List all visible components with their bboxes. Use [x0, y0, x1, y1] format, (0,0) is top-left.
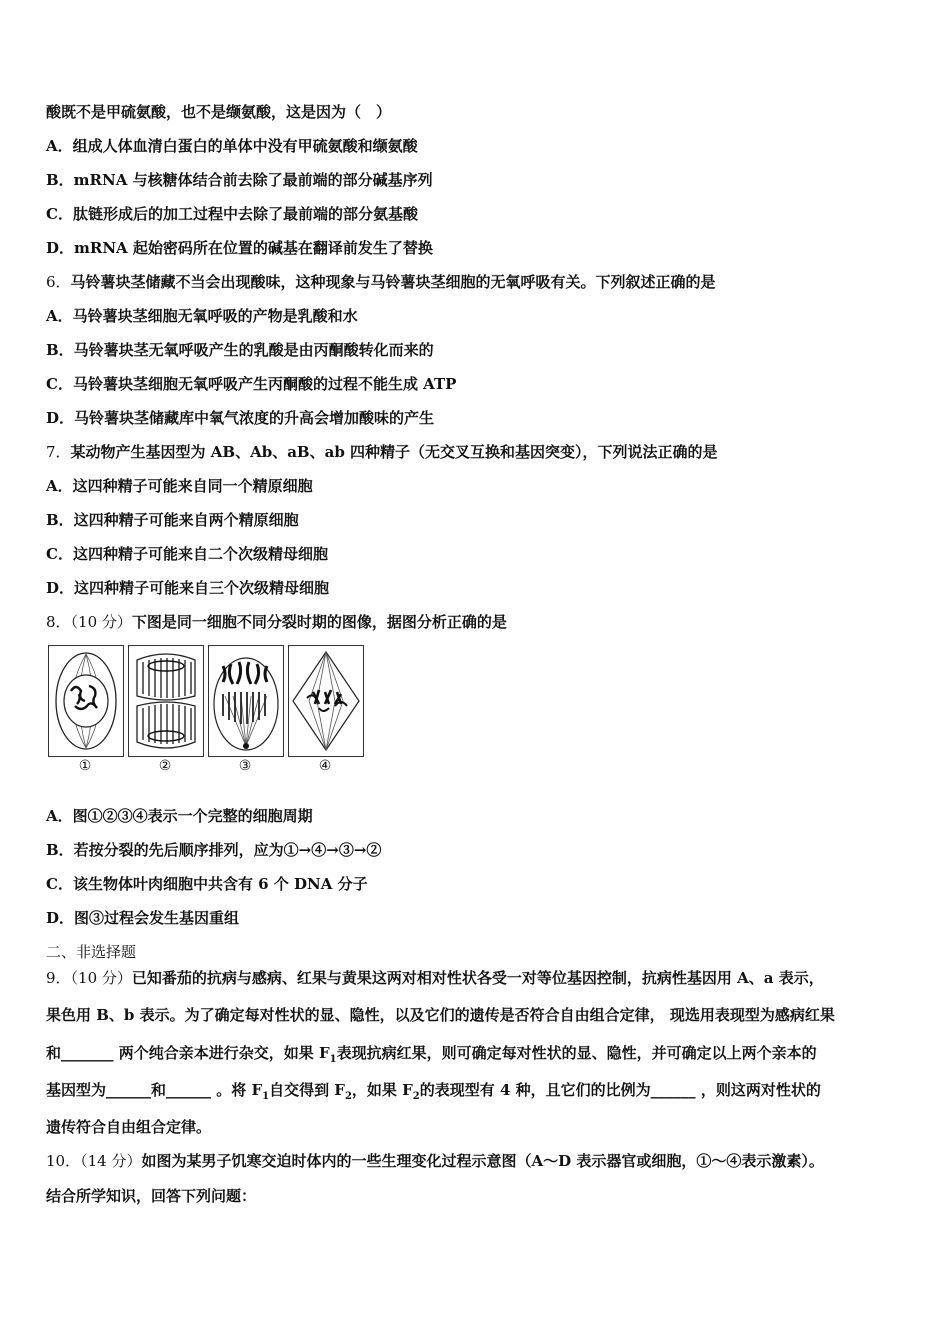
cell-figure-2-drawing: [129, 646, 203, 756]
q9-score: （10 分）: [70, 969, 132, 987]
q9-text-4b: 自交得到 F: [269, 1081, 345, 1099]
q9-text-4a: 基因型为______和______ 。将 F: [46, 1081, 263, 1099]
q9-line-3: [46, 1043, 817, 1063]
q9-line-2: 果色用 B、b 表示。为了确定每对性状的显、隐性，以及它们的遗传是否符合自由组合定律， 现选用表现型为感病红果: [46, 1006, 835, 1024]
q7-option-c: C．这四种精子可能来自二个次级精母细胞: [46, 545, 328, 563]
q5-option-b: B．mRNA 与核糖体结合前去除了最前端的部分碱基序列: [46, 171, 433, 189]
cell-figure-1: [48, 645, 124, 757]
figure-caption-3: ③: [238, 758, 252, 774]
q6-stem-line: [46, 272, 716, 292]
cell-figure-4: [288, 645, 364, 757]
q8-score: （10 分）: [70, 613, 132, 631]
q10-line-2: 结合所学知识，回答下列问题：: [46, 1187, 257, 1205]
q8-stem: 下图是同一细胞不同分裂时期的图像，据图分析正确的是: [131, 613, 507, 631]
cell-figure-1-drawing: [49, 646, 123, 756]
q8-option-a: A．图①②③④表示一个完整的细胞周期: [46, 807, 313, 825]
q10-text-1: 如图为某男子饥寒交迫时体内的一些生理变化过程示意图（A～D 表示器官或细胞，①～④表示激素）。: [141, 1152, 824, 1170]
q9-text-3a: 和_______ 两个纯合亲本进行杂交，如果 F: [46, 1044, 330, 1062]
cell-figure-2: [128, 645, 204, 757]
q5-option-a: A．组成人体血清白蛋白的单体中没有甲硫氨酸和缬氨酸: [46, 137, 418, 155]
q9-line-1: [46, 968, 824, 988]
figure-caption-4: ④: [318, 758, 332, 774]
q9-number: 9．: [46, 969, 71, 987]
q7-option-d: D．这四种精子可能来自三个次级精母细胞: [46, 579, 330, 597]
q8-option-b: B．若按分裂的先后顺序排列，应为①→④→③→②: [46, 841, 382, 859]
q9-text-3b: 表现抗病红果，则可确定每对性状的显、隐性，并可确定以上两个亲本的: [336, 1044, 817, 1062]
q7-stem-line: [46, 442, 718, 462]
q6-option-d: D．马铃薯块茎储藏库中氧气浓度的升高会增加酸味的产生: [46, 409, 435, 427]
q9-line-4: [46, 1080, 821, 1100]
q5-stem-tail: 酸既不是甲硫氨酸，也不是缬氨酸，这是因为（ ）: [46, 103, 392, 121]
q9-text-4d: 的表现型有 4 种，且它们的比例为______ ，则这两对性状的: [419, 1081, 821, 1099]
cell-division-figures: [48, 645, 378, 780]
q10-score: （14 分）: [80, 1152, 142, 1170]
q7-option-b: B．这四种精子可能来自两个精原细胞: [46, 511, 299, 529]
q9-sub-f1-a: 1: [329, 1054, 337, 1065]
q8-option-c: C．该生物体叶肉细胞中共含有 6 个 DNA 分子: [46, 875, 368, 893]
q9-line-5: 遗传符合自由组合定律。: [46, 1118, 212, 1136]
q7-number: 7．: [46, 443, 71, 461]
q10-number: 10．: [46, 1152, 81, 1170]
q6-option-a: A．马铃薯块茎细胞无氧呼吸的产物是乳酸和水: [46, 307, 358, 325]
q6-option-c: C．马铃薯块茎细胞无氧呼吸产生丙酮酸的过程不能生成 ATP: [46, 375, 457, 393]
q5-option-c: C．肽链形成后的加工过程中去除了最前端的部分氨基酸: [46, 205, 418, 223]
q6-option-b: B．马铃薯块茎无氧呼吸产生的乳酸是由丙酮酸转化而来的: [46, 341, 434, 359]
q10-line-1: [46, 1151, 824, 1171]
cell-figure-3-drawing: [209, 646, 283, 756]
figure-caption-1: ①: [78, 758, 92, 774]
q9-text-4c: ，如果 F: [351, 1081, 413, 1099]
q6-number: 6．: [46, 273, 71, 291]
figure-caption-2: ②: [158, 758, 172, 774]
section-heading: 二、非选择题: [46, 943, 137, 961]
q6-stem: 马铃薯块茎储藏不当会出现酸味，这种现象与马铃薯块茎细胞的无氧呼吸有关。下列叙述正确的是: [70, 273, 716, 291]
q7-option-a: A．这四种精子可能来自同一个精原细胞: [46, 477, 313, 495]
cell-figure-4-drawing: [289, 646, 363, 756]
cell-figure-3: [208, 645, 284, 757]
q7-stem: 某动物产生基因型为 AB、Ab、aB、ab 四种精子（无交叉互换和基因突变），下列说法正确的是: [70, 443, 718, 461]
q9-text-1: 已知番茄的抗病与感病、红果与黄果这两对相对性状各受一对等位基因控制，抗病性基因用 A、a 表示，: [131, 969, 824, 987]
q9-sub-f2-b: 2: [412, 1091, 420, 1102]
q5-option-d: D．mRNA 起始密码所在位置的碱基在翻译前发生了替换: [46, 239, 433, 257]
q8-option-d: D．图③过程会发生基因重组: [46, 909, 240, 927]
q9-sub-f2-a: 2: [344, 1091, 352, 1102]
q8-stem-line: [46, 612, 507, 632]
q8-number: 8．: [46, 613, 71, 631]
q9-sub-f1-b: 1: [262, 1091, 270, 1102]
